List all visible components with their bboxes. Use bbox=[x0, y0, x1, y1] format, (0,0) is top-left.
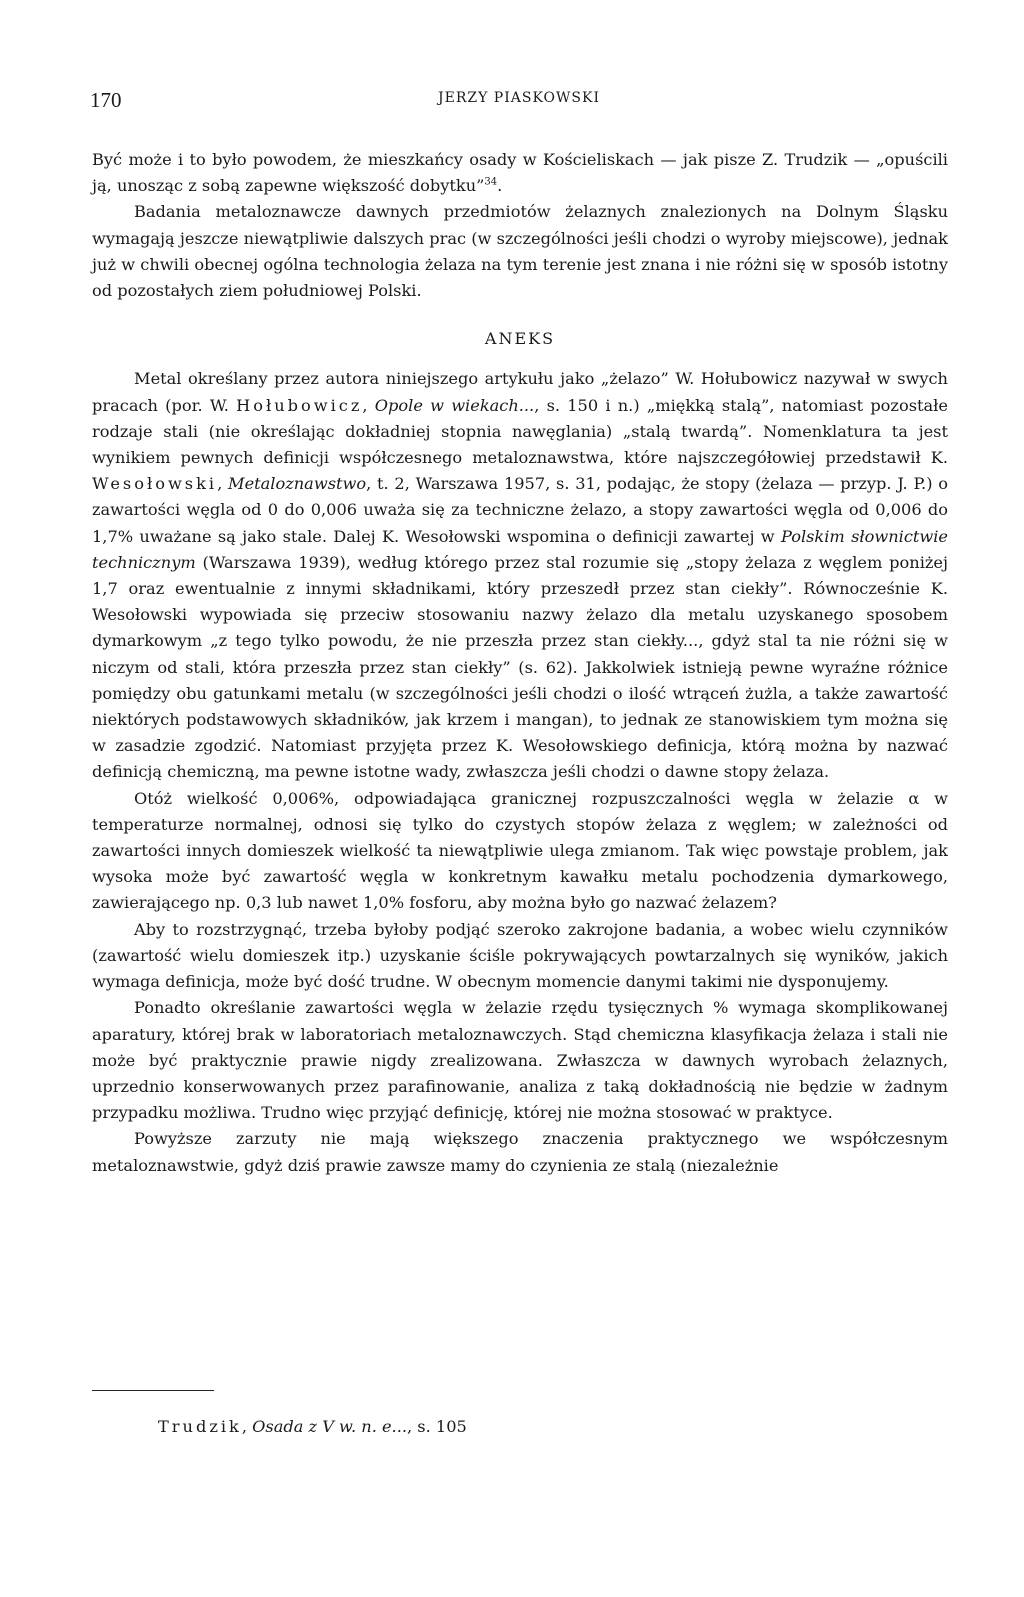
footnote-work: Osada z V w. n. e... bbox=[252, 1417, 407, 1436]
paragraph-intro-2: Badania metaloznawcze dawnych przedmiotów żelaznych znalezionych na Dolnym Śląsku wymagają jeszcze niewątpliwie dalszych prac (w szczególności jeśli chodzi o wyroby miejscowe), jednak już w chwili obecnej ogólna technologia żelaza na tym terenie jest znana i nie różni się w sposób istotny od pozostałych ziem południowej Polski. bbox=[92, 202, 948, 301]
work-title: Opole w wiekach... bbox=[374, 395, 535, 415]
footnote-divider bbox=[92, 1390, 214, 1391]
footnote bbox=[158, 1415, 938, 1439]
paragraph-text: Metal określany przez autora niniejszego artykułu jako „żelazo” W. Hołubowicz nazywał w swych pracach (por. W. bbox=[92, 369, 948, 415]
author-name: Wesołowski bbox=[92, 474, 218, 494]
paragraph-annex-2: Otóż wielkość 0,006%, odpowiadająca granicznej rozpuszczalności węgla w żelazie α w temperaturze normalnej, odnosi się tylko do czystych stopów żelaza z węglem; w zależności od zawartości innych domieszek wielkość ta niewątpliwie ulega zmianom. Tak więc powstaje problem, jak wysoka może być zawartość węgla w konkretnym kawałku metalu pochodzenia dymarkowego, zawierającego np. 0,3 lub nawet 1,0% fosforu, aby można było go nazwać żelazem? bbox=[92, 788, 948, 913]
page-body bbox=[92, 147, 948, 1179]
work-title: Polskim słownictwie technicznym bbox=[92, 526, 949, 572]
paragraph-intro-1 bbox=[92, 147, 948, 199]
paragraph-annex-1 bbox=[92, 366, 948, 785]
paragraph-text: (Warszawa 1939), według którego przez stal rozumie się „stopy żelaza z węglem poniżej 1,7 oraz ewentualnie z innymi składnikami, który przeszedł przez stan ciekły”. Równocześnie K. Wesołowski wypowiada się przeciw stosowaniu nazwy żelazo dla metalu uzyskanego sposobem dymarkowym „z tego tylko powodu, że nie przeszła przez stan ciekły..., gdyż stal ta nie różni się w niczym od stali, która przeszła przez stan ciekły” (s. 62). Jakkolwiek istnieją pewne wyraźne różnice pomiędzy obu gatunkami metalu (w szczególności jeśli chodzi o ilość wtrąceń żużla, a także zawartość niektórych podstawowych składników, jak krzem i mangan), to jednak ze stanowiskiem tym można się w zasadzie zgodzić. Natomiast przyjęta przez K. Wesołowskiego definicja, którą można by nazwać definicją chemiczną, ma pewne istotne wady, zwłaszcza jeśli chodzi o dawne stopy żelaza. bbox=[92, 552, 948, 782]
paragraph-text: , bbox=[362, 395, 375, 415]
footnote-page: , s. 105 bbox=[407, 1417, 467, 1436]
paragraph-text: . bbox=[497, 176, 503, 196]
paragraph-text: , bbox=[217, 474, 228, 494]
paragraph-annex-3: Aby to rozstrzygnąć, trzeba byłoby podjąć szeroko zakrojone badania, a wobec wielu czynników (zawartość wielu domieszek itp.) uzyskanie ściśle pokrywających powtarzalnych się wyników, jakich wymaga definicja, może być dość trudne. W obecnym momencie danymi takimi nie dysponujemy. bbox=[92, 919, 948, 992]
footnote-author: Trudzik bbox=[158, 1417, 242, 1436]
section-title-annex: ANEKS bbox=[484, 329, 556, 349]
paragraph-text: , s. 150 i n.) „miękką stalą”, natomiast pozostałe rodzaje stali (nie określając dokładniej stopnia nawęglania) „stalą twardą”. Nomenklatura ta jest wynikiem pewnych definicji współczesnego metaloznawstwa, które najszczegółowiej przedstawił K. bbox=[92, 395, 948, 468]
paragraph-annex-4: Ponadto określanie zawartości węgla w żelazie rzędu tysięcznych % wymaga skomplikowanej aparatury, której brak w laboratoriach metaloznawczych. Stąd chemiczna klasyfikacja żelaza i stali nie może być praktycznie prawie nigdy zrealizowana. Zwłaszcza w dawnych wyrobach żelaznych, uprzednio konserwowanych przez parafinowanie, analiza z taką dokładnością nie będzie w żadnym przypadku możliwa. Trudno więc przyjąć definicję, której nie można stosować w praktyce. bbox=[92, 998, 948, 1123]
running-head: JERZY PIASKOWSKI bbox=[438, 90, 600, 106]
footnote-ref: 34 bbox=[484, 176, 498, 188]
paragraph-annex-5: Powyższe zarzuty nie mają większego znaczenia praktycznego we współczesnym metaloznawstwie, gdyż dziś prawie zawsze mamy do czynienia ze stalą (niezależnie bbox=[92, 1129, 948, 1175]
paragraph-text: , t. 2, Warszawa 1957, s. 31, podając, że stopy (żelaza — przyp. J. P.) o zawartości węgla od 0 do 0,006 uważa się za techniczne żelazo, a stopy zawartości węgla od 0,006 do 1,7% uważane są jako stale. Dalej K. Wesołowski wspomina o definicji zawartej w bbox=[92, 474, 949, 546]
footnote-text: , bbox=[241, 1417, 253, 1436]
page-number: 170 bbox=[90, 88, 122, 112]
paragraph-text: Być może i to było powodem, że mieszkańcy osady w Kościeliskach — jak pisze Z. Trudzik — „opuścili ją, unosząc z sobą zapewne większość dobytku” bbox=[92, 150, 948, 196]
page-header bbox=[90, 88, 948, 118]
work-title: Metaloznawstwo bbox=[228, 474, 367, 494]
author-name: Hołubowicz bbox=[236, 395, 363, 415]
